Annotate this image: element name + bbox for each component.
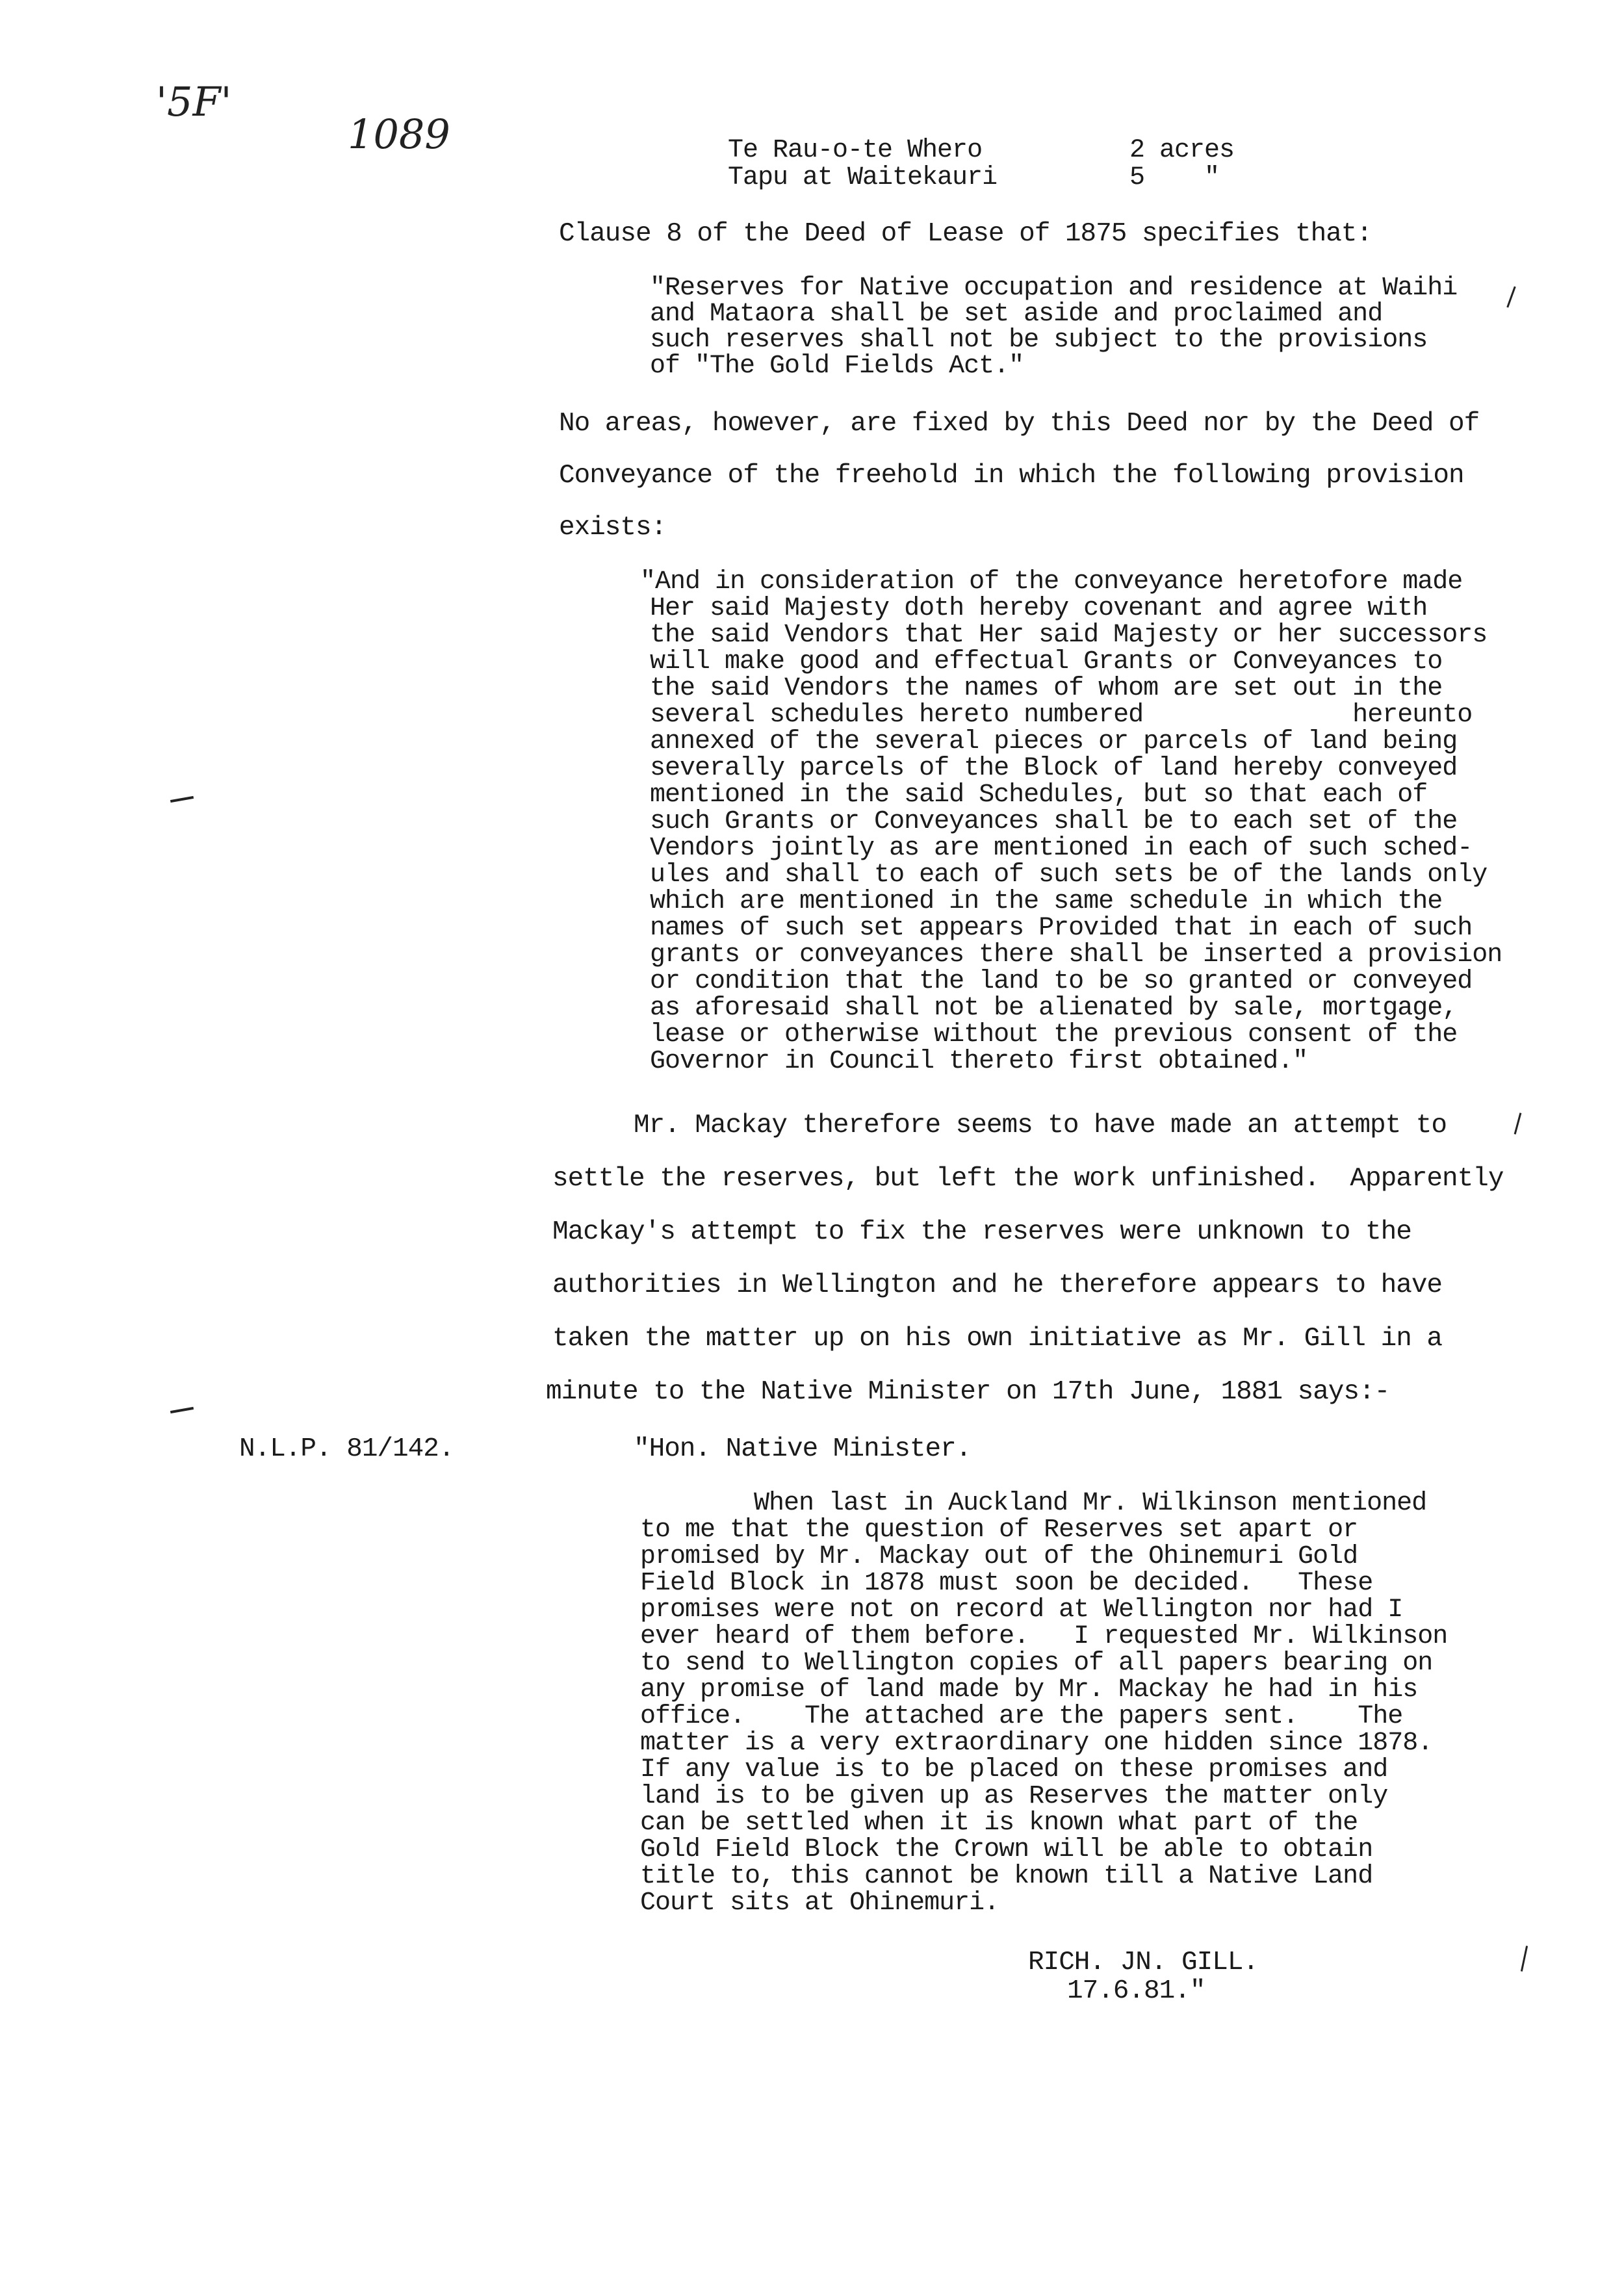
body-line: Mr. Mackay therefore seems to have made an attempt to [634, 1111, 1447, 1140]
signature-name: RICH. JN. GILL. [1028, 1948, 1259, 1977]
signature-date: 17.6.81." [1067, 1976, 1205, 2006]
memo-line: promises were not on record at Wellington nor had I [640, 1595, 1403, 1625]
deed-quote-line: mentioned in the said Schedules, but so that each of [650, 780, 1428, 810]
edge-bracket-mark [1514, 1113, 1522, 1135]
memo-line: to me that the question of Reserves set apart or [640, 1515, 1358, 1545]
memo-line: promised by Mr. Mackay out of the Ohinemuri Gold [640, 1542, 1358, 1571]
deed-quote-line: which are mentioned in the same schedule in which the [650, 887, 1443, 916]
deed-quote-line: Vendors jointly as are mentioned in each of such sched- [650, 834, 1473, 863]
memo-line: If any value is to be placed on these promises and [640, 1755, 1388, 1784]
body-line: minute to the Native Minister on 17th June, 1881 says:- [546, 1377, 1390, 1407]
deed-quote-line: the said Vendors that Her said Majesty or her successors [650, 621, 1488, 650]
deed-quote-line: annexed of the several pieces or parcels of land being [650, 727, 1458, 756]
deed-quote-line: "And in consideration of the conveyance heretofore made [640, 567, 1463, 597]
deed-quote-line: names of such set appears Provided that in each of such [650, 914, 1473, 943]
memo-salutation: "Hon. Native Minister. [634, 1434, 972, 1464]
memo-line: matter is a very extraordinary one hidden since 1878. [640, 1729, 1433, 1758]
deed-quote-line: as aforesaid shall not be alienated by sale, mortgage, [650, 994, 1458, 1023]
deed-quote-line: Governor in Council thereto first obtained." [650, 1047, 1308, 1076]
memo-line: When last in Auckland Mr. Wilkinson mentioned [754, 1489, 1427, 1518]
body-line: exists: [559, 513, 667, 543]
body-line: No areas, however, are fixed by this Deed nor by the Deed of [559, 409, 1480, 439]
memo-line: land is to be given up as Reserves the matter only [640, 1782, 1388, 1811]
clause-quote-line: "Reserves for Native occupation and residence at Waihi [650, 274, 1458, 303]
memo-line: any promise of land made by Mr. Mackay he had in his [640, 1675, 1418, 1705]
body-line: taken the matter up on his own initiative as Mr. Gill in a [552, 1324, 1443, 1354]
deed-quote-line: such Grants or Conveyances shall be to each set of the [650, 807, 1458, 836]
deed-quote-line: several schedules hereto numbered hereunto [650, 701, 1473, 730]
body-line: Mackay's attempt to fix the reserves were unknown to the [552, 1217, 1411, 1247]
memo-line: ever heard of them before. I requested Mr. Wilkinson [640, 1622, 1448, 1651]
body-line: authorities in Wellington and he therefore appears to have [552, 1270, 1443, 1300]
clause-quote-line: such reserves shall not be subject to the provisions [650, 326, 1428, 355]
deed-quote-line: the said Vendors the names of whom are set out in the [650, 674, 1443, 703]
body-line: Conveyance of the freehold in which the following provision [559, 461, 1464, 491]
deed-quote-line: will make good and effectual Grants or Conveyances to [650, 647, 1443, 676]
body-line: settle the reserves, but left the work unfinished. Apparently [552, 1164, 1504, 1194]
memo-line: can be settled when it is known what part of the [640, 1809, 1358, 1838]
memo-line: title to, this cannot be known till a Native Land [640, 1862, 1373, 1891]
handwritten-ref-right: 1089 [348, 110, 450, 158]
header-reserve-1: Te Rau-o-te Whero [728, 136, 983, 165]
deed-quote-line: ules and shall to each of such sets be of the lands only [650, 860, 1488, 890]
memo-line: office. The attached are the papers sent. The [640, 1702, 1403, 1731]
deed-quote-line: grants or conveyances there shall be inserted a provision [650, 940, 1502, 970]
margin-reference: N.L.P. 81/142. [239, 1434, 454, 1464]
deed-quote-line: lease or otherwise without the previous consent of the [650, 1020, 1458, 1049]
margin-dash-mark [170, 796, 194, 803]
clause-paragraph: Clause 8 of the Deed of Lease of 1875 specifies that: [559, 219, 1373, 249]
margin-dash-mark [170, 1407, 194, 1413]
memo-line: to send to Wellington copies of all papers bearing on [640, 1649, 1433, 1678]
clause-quote-line: and Mataora shall be set aside and proclaimed and [650, 300, 1383, 329]
deed-quote-line: severally parcels of the Block of land hereby conveyed [650, 754, 1458, 783]
edge-bracket-mark [1521, 1946, 1528, 1972]
clause-quote-line: of "The Gold Fields Act." [650, 352, 1024, 381]
memo-line: Gold Field Block the Crown will be able to obtain [640, 1835, 1373, 1864]
memo-line: Court sits at Ohinemuri. [640, 1888, 999, 1918]
edge-bracket-mark [1506, 287, 1515, 308]
handwritten-ref-left: '5F' [156, 78, 232, 125]
deed-quote-line: Her said Majesty doth hereby covenant and agree with [650, 594, 1428, 623]
header-area-1: 2 acres [1129, 136, 1235, 165]
memo-line: Field Block in 1878 must soon be decided. These [640, 1569, 1373, 1598]
header-reserve-2: Tapu at Waitekauri [728, 163, 998, 192]
header-area-2: 5 " [1129, 163, 1220, 192]
deed-quote-line: or condition that the land to be so granted or conveyed [650, 967, 1473, 996]
